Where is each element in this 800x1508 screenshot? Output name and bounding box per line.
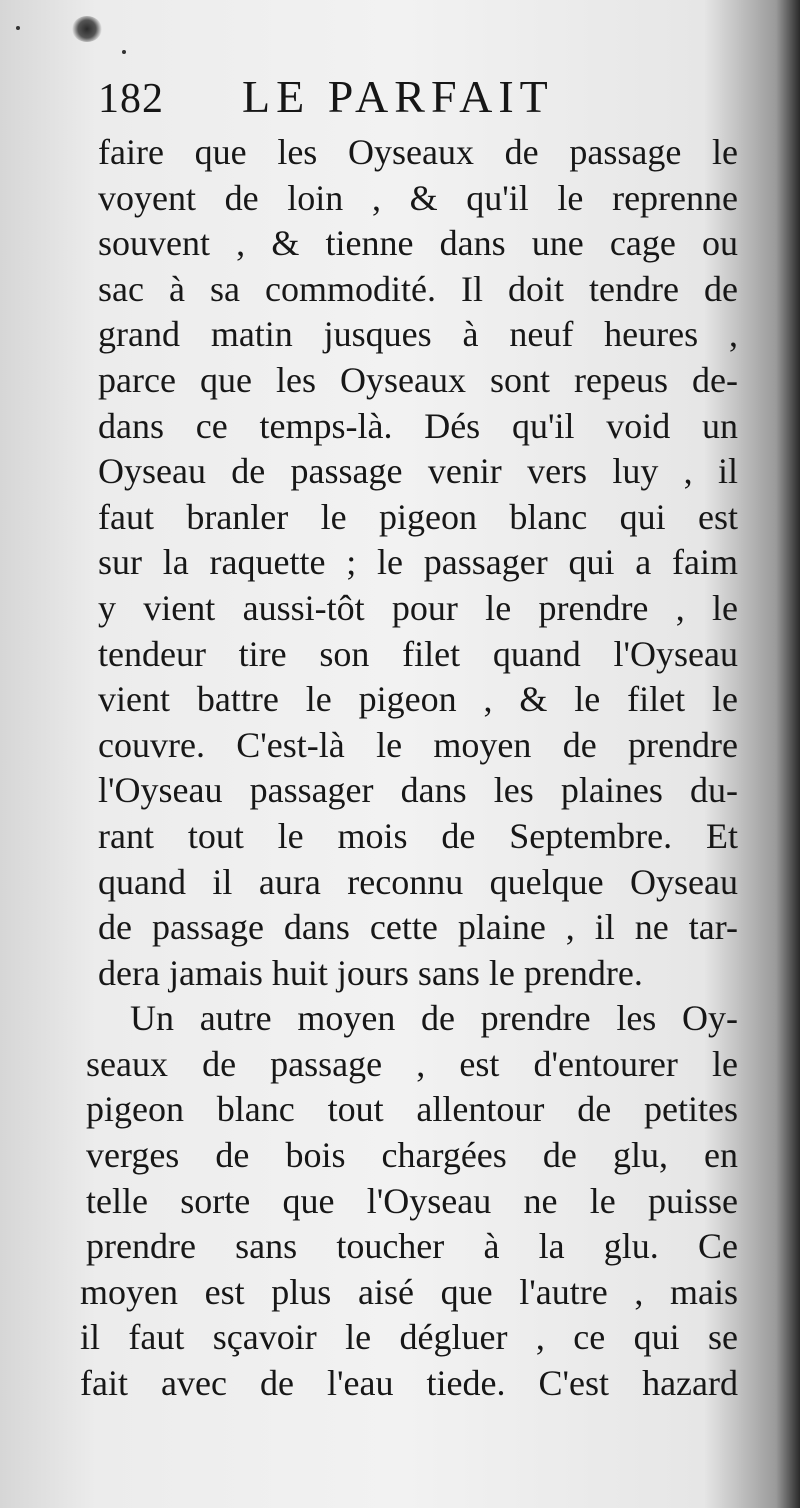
text-line: verges de bois chargées de glu, en <box>86 1135 738 1176</box>
text-line: pigeon blanc tout allentour de petites <box>86 1089 738 1130</box>
ink-speck <box>122 50 126 54</box>
text-line: couvre. C'est-là le moyen de prendre <box>98 724 738 765</box>
text-line: souvent , & tienne dans une cage ou <box>98 223 738 264</box>
text-line: y vient aussi-tôt pour le prendre , le <box>98 587 738 628</box>
text-line: parce que les Oyseaux sont repeus de- <box>98 359 738 400</box>
text-line: vient battre le pigeon , & le filet le <box>98 679 738 720</box>
text-line: dans ce temps-là. Dés qu'il void un <box>98 405 738 446</box>
text-line: seaux de passage , est d'entourer le <box>86 1043 738 1084</box>
text-line: moyen est plus aisé que l'autre , mais <box>80 1271 738 1312</box>
text-line: Un autre moyen de prendre les Oy- <box>130 998 738 1039</box>
text-line: voyent de loin , & qu'il le reprenne <box>98 177 738 218</box>
text-line: sac à sa commodité. Il doit tendre de <box>98 268 738 309</box>
text-line: prendre sans toucher à la glu. Ce <box>86 1226 738 1267</box>
ink-speck <box>16 26 20 30</box>
ink-blot <box>72 16 102 42</box>
text-line: il faut sçavoir le dégluer , ce qui se <box>80 1317 738 1358</box>
body-text <box>80 130 738 1407</box>
text-line: quand il aura reconnu quelque Oyseau <box>98 861 738 902</box>
text-line: tendeur tire son filet quand l'Oyseau <box>98 633 738 674</box>
text-line: sur la raquette ; le passager qui a faim <box>98 542 738 583</box>
text-line: rant tout le mois de Septembre. Et <box>98 815 738 856</box>
text-line: faire que les Oyseaux de passage le <box>98 132 738 172</box>
text-line: l'Oyseau passager dans les plaines du- <box>98 770 738 811</box>
running-title: LE PARFAIT <box>242 71 554 122</box>
text-line: de passage dans cette plaine , il ne tar- <box>98 907 738 948</box>
text-line: Oyseau de passage venir vers luy , il <box>98 451 738 492</box>
text-line: faut branler le pigeon blanc qui est <box>98 496 738 537</box>
text-line: fait avec de l'eau tiede. C'est hazard <box>80 1363 738 1404</box>
text-line: grand matin jusques à neuf heures , <box>98 314 738 355</box>
page-number: 182 <box>98 76 164 122</box>
text-line: dera jamais huit jours sans le prendre. <box>98 952 643 993</box>
text-line: telle sorte que l'Oyseau ne le puisse <box>86 1180 738 1221</box>
